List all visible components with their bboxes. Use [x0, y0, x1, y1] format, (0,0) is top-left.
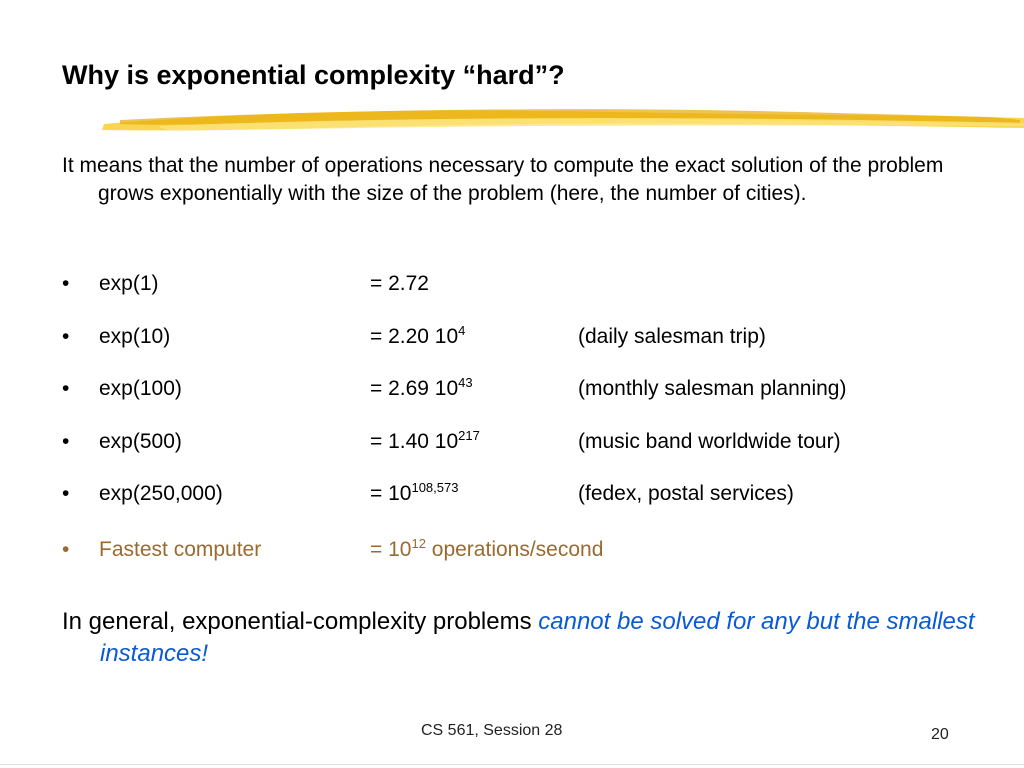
bullet-dot: •	[62, 538, 70, 561]
bullet-value: = 1.40 $10^{217}$	[370, 428, 480, 453]
bullet-note: (daily salesman trip)	[578, 325, 766, 348]
bullet-dot: •	[62, 377, 70, 400]
conclusion-text: In general, exponential-complexity problems	[62, 608, 539, 635]
bullet-expression: exp(250,000)	[99, 482, 223, 505]
bullet-expression: exp(10)	[99, 325, 171, 348]
bullet-expression: exp(100)	[99, 377, 182, 400]
bullet-dot: •	[62, 482, 70, 505]
bullet-dot: •	[62, 430, 70, 453]
bullet-value: = $10^{108,573}$	[370, 480, 459, 505]
bullet-value: = 2.20 $10^4$	[370, 323, 466, 348]
bullet-note: (fedex, postal services)	[578, 482, 794, 505]
bullet-expression: exp(500)	[99, 430, 182, 453]
footer-course-label: CS 561, Session 28	[421, 722, 563, 739]
bullet-value: = $10^{12}$ operations/second	[370, 536, 604, 561]
bullet-expression: exp(1)	[99, 272, 159, 295]
conclusion-paragraph	[62, 606, 1020, 670]
slide-title: Why is exponential complexity “hard”?	[62, 60, 565, 90]
bullet-value: = 2.69 $10^{43}$	[370, 375, 473, 400]
bullet-dot: •	[62, 325, 70, 348]
page-number: 20	[931, 726, 949, 743]
bullet-expression: Fastest computer	[99, 538, 262, 561]
bullet-value: = 2.72	[370, 272, 429, 295]
title-underline-brushstroke	[100, 104, 1024, 140]
bullet-dot: •	[62, 272, 70, 295]
intro-paragraph: It means that the number of operations necessary to compute the exact solution of the problem grows exponentially with the size of the problem (here, the number of cities).	[62, 154, 944, 205]
bullet-note: (music band worldwide tour)	[578, 430, 841, 453]
bottom-divider	[0, 764, 1024, 765]
conclusion-emphasis: cannot be solved for any but the smallest instances!	[100, 608, 975, 667]
bullet-note: (monthly salesman planning)	[578, 377, 847, 400]
